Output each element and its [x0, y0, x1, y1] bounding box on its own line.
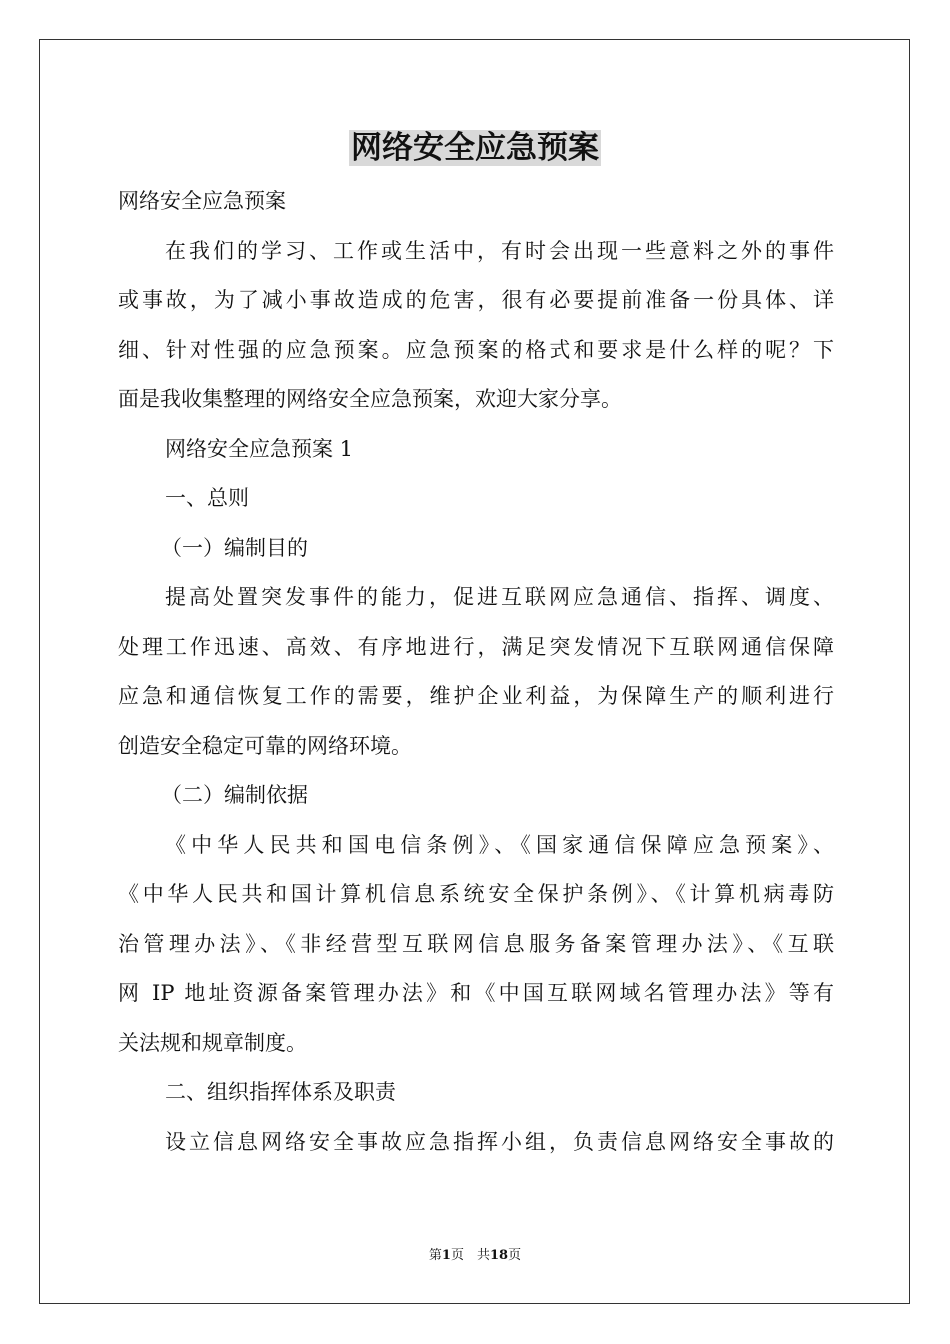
- document-title: [0, 126, 950, 170]
- page-footer: [0, 1247, 950, 1265]
- paragraph-line: 治管理办法》、《非经营型互联网信息服务备案管理办法》、《互联: [118, 931, 834, 956]
- paragraph-line: 应急和通信恢复工作的需要，维护企业利益，为保障生产的顺利进行: [118, 684, 834, 708]
- subsection-heading: （二）编制依据: [161, 783, 308, 807]
- paragraph-line: 处理工作迅速、高效、有序地进行，满足突发情况下互联网通信保障: [118, 634, 834, 659]
- paragraph-line: 网 IP 地址资源备案管理办法》和《中国互联网域名管理办法》等有: [118, 981, 834, 1005]
- section-heading: 网络安全应急预案 1: [165, 436, 354, 461]
- footer-page-number: 1: [441, 1248, 451, 1263]
- paragraph-line: 创造安全稳定可靠的网络环境。: [118, 733, 412, 758]
- subtitle-line: 网络安全应急预案: [118, 189, 286, 213]
- footer-suffix: 页: [508, 1248, 522, 1263]
- paragraph-line: 细、针对性强的应急预案。应急预案的格式和要求是什么样的呢？下: [118, 337, 834, 362]
- paragraph-line: 提高处置突发事件的能力，促进互联网应急通信、指挥、调度、: [165, 585, 834, 609]
- footer-total-pages: 18: [489, 1248, 509, 1263]
- paragraph-line: 设立信息网络安全事故应急指挥小组，负责信息网络安全事故的: [165, 1129, 834, 1154]
- section-heading: 二、组织指挥体系及职责: [165, 1080, 396, 1104]
- paragraph-line: 在我们的学习、工作或生活中，有时会出现一些意料之外的事件: [165, 238, 834, 263]
- paragraph-line: 《中华人民共和国电信条例》、《国家通信保障应急预案》、: [165, 832, 834, 857]
- paragraph-line: 关法规和规章制度。: [118, 1030, 307, 1055]
- document-body: [118, 177, 834, 1167]
- section-heading: 一、总则: [165, 486, 249, 510]
- paragraph-line: 面是我收集整理的网络安全应急预案，欢迎大家分享。: [118, 387, 622, 411]
- subsection-heading: （一）编制目的: [161, 535, 308, 560]
- footer-mid: 页 共: [450, 1248, 490, 1263]
- footer-prefix: 第: [428, 1248, 442, 1263]
- document-title-text: 网络安全应急预案: [351, 130, 599, 166]
- paragraph-line: 或事故，为了减小事故造成的危害，很有必要提前准备一份具体、详: [118, 288, 834, 312]
- paragraph-line: 《中华人民共和国计算机信息系统安全保护条例》、《计算机病毒防: [118, 882, 834, 906]
